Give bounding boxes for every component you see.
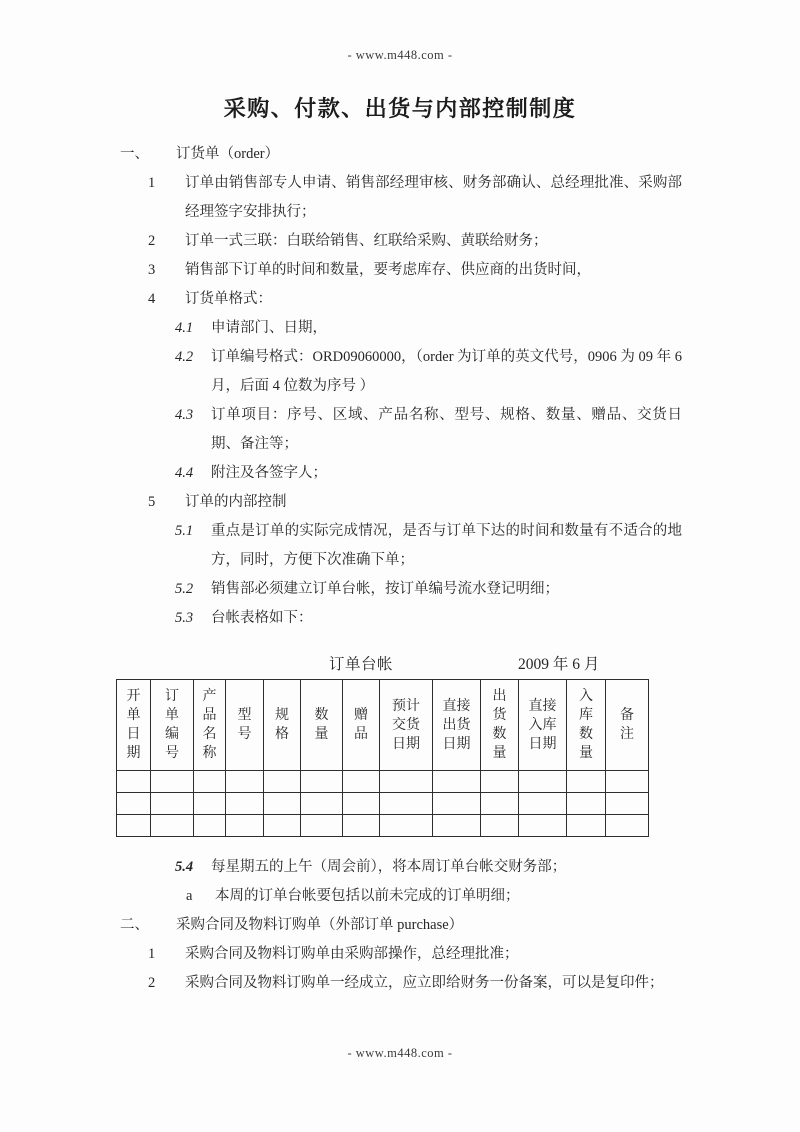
table-header-cell: 订单编号 (151, 680, 194, 771)
table-cell (343, 793, 380, 815)
list-item (120, 940, 682, 969)
list-item-text: 订单由销售部专人申请、销售部经理审核、财务部确认、总经理批准、采购部经理签字安排执行； (185, 175, 682, 220)
table-cell (194, 771, 226, 793)
list-item-number: 1 (148, 946, 156, 962)
table-cell (226, 815, 264, 837)
list-item-number: 2 (148, 975, 156, 991)
table-cell (194, 793, 226, 815)
table-header-cell: 型号 (226, 680, 264, 771)
table-cell (117, 793, 151, 815)
list-item-text: 订单一式三联：白联给销售、红联给采购、黄联给财务； (185, 233, 548, 249)
table-cell (380, 815, 433, 837)
list-subitem-number: 4.4 (175, 465, 194, 481)
list-item-number: 2 (148, 233, 156, 249)
table-row (117, 815, 649, 837)
table-header-row (117, 680, 649, 771)
header-url: - www.m448.com - (347, 48, 453, 62)
table-cell (117, 771, 151, 793)
table-cell (117, 815, 151, 837)
table-cell (481, 771, 519, 793)
list-item (120, 969, 682, 998)
list-item-number: 3 (148, 262, 156, 278)
list-subitem (120, 314, 682, 343)
table-cell (433, 815, 481, 837)
list-subitem-text: 订单编号格式：ORD09060000，（order 为订单的英文代号，0906 为 09 年 6 月，后面 4 位数为序号 ） (211, 349, 682, 394)
list-subsubitem-text: 本周的订单台帐要包括以前未完成的订单明细； (215, 888, 520, 904)
table-cell (151, 771, 194, 793)
table-header-cell: 预计交货日期 (380, 680, 433, 771)
table-cell (301, 815, 343, 837)
list-subitem (120, 401, 682, 459)
list-subitem (120, 343, 682, 401)
table-header-cell: 数量 (301, 680, 343, 771)
list-subitem-text: 订单项目：序号、区域、产品名称、型号、规格、数量、赠品、交货日期、备注等； (211, 407, 682, 452)
list-subitem (120, 517, 682, 575)
table-cell (433, 771, 481, 793)
list-item-number: 1 (148, 175, 156, 191)
list-item-text: 采购合同及物料订购单由采购部操作，总经理批准； (185, 946, 519, 962)
list-item (120, 488, 682, 517)
table-caption (116, 650, 682, 679)
list-subitem-number: 4.2 (175, 349, 194, 365)
table-header-cell: 出货数量 (481, 680, 519, 771)
table-cell (567, 815, 606, 837)
table-cell (380, 793, 433, 815)
list-item-text: 采购合同及物料订购单一经成立，应立即给财务一份备案，可以是复印件； (185, 975, 664, 991)
list-item-text: 销售部下订单的时间和数量，要考虑库存、供应商的出货时间， (185, 262, 591, 278)
table-cell (606, 771, 649, 793)
table-header-cell: 开单日期 (117, 680, 151, 771)
table-cell (226, 771, 264, 793)
order-ledger-block (116, 650, 682, 837)
table-cell (519, 771, 567, 793)
table-cell (264, 771, 301, 793)
list-subitem-text: 每星期五的上午（周会前），将本周订单台帐交财务部； (211, 859, 567, 875)
table-cell (519, 793, 567, 815)
table-header-cell: 产品名称 (194, 680, 226, 771)
table-cell (264, 815, 301, 837)
table-cell (226, 793, 264, 815)
list-subitem (120, 575, 682, 604)
document-body (120, 140, 682, 998)
list-subitem-text: 台帐表格如下： (211, 610, 313, 626)
table-row (117, 793, 649, 815)
table-cell (151, 793, 194, 815)
list-subitem (120, 459, 682, 488)
table-cell (567, 793, 606, 815)
section-1-marker: 一、 (120, 146, 149, 162)
list-item-number: 5 (148, 494, 156, 510)
list-subitem-number: 5.1 (175, 523, 194, 539)
table-cell (264, 793, 301, 815)
table-cell (343, 815, 380, 837)
list-item-number: 4 (148, 291, 156, 307)
list-item (120, 285, 682, 314)
table-row (117, 771, 649, 793)
table-cell (194, 815, 226, 837)
document-title: 采购、付款、出货与内部控制制度 (223, 96, 577, 121)
list-subitem-number: 5.2 (175, 581, 194, 597)
footer-url: - www.m448.com - (347, 1046, 453, 1060)
table-cell (567, 771, 606, 793)
table-cell (606, 815, 649, 837)
table-cell (151, 815, 194, 837)
list-subsubitem (120, 882, 682, 911)
list-subitem-number: 4.1 (175, 320, 194, 336)
table-header-cell: 直接入库日期 (519, 680, 567, 771)
table-cell (481, 793, 519, 815)
list-subitem-number: 5.3 (175, 610, 194, 626)
table-header-cell: 规格 (264, 680, 301, 771)
table-header-cell: 直接出货日期 (433, 680, 481, 771)
order-ledger-table (116, 679, 649, 837)
table-header-cell: 赠品 (343, 680, 380, 771)
table-cell (519, 815, 567, 837)
table-cell (433, 793, 481, 815)
list-subitem-text: 申请部门、日期， (211, 320, 327, 336)
table-cell (301, 793, 343, 815)
table-cell (380, 771, 433, 793)
list-subitem (120, 853, 682, 882)
list-subitem-number: 4.3 (175, 407, 194, 423)
list-subsubitem-marker: a (186, 888, 193, 904)
section-1-heading (120, 140, 682, 169)
list-item (120, 256, 682, 285)
table-title: 订单台帐 (329, 656, 394, 673)
list-item-text: 订货单格式： (185, 291, 272, 307)
list-subitem-text: 重点是订单的实际完成情况，是否与订单下达的时间和数量有不适合的地方，同时，方便下次准确下单； (211, 523, 682, 568)
table-cell (343, 771, 380, 793)
table-cell (481, 815, 519, 837)
list-subitem-text: 附注及各签字人； (211, 465, 327, 481)
list-subitem (120, 604, 682, 633)
list-subitem-text: 销售部必须建立订单台帐，按订单编号流水登记明细； (211, 581, 559, 597)
table-header-cell: 入库数量 (567, 680, 606, 771)
section-2-title: 采购合同及物料订购单（外部订单 purchase） (176, 917, 464, 933)
section-2-marker: 二、 (120, 917, 149, 933)
list-item-text: 订单的内部控制 (185, 494, 287, 510)
section-2-heading (120, 911, 682, 940)
list-item (120, 169, 682, 227)
section-1-title: 订货单（order） (176, 146, 280, 162)
table-cell (606, 793, 649, 815)
list-item (120, 227, 682, 256)
table-cell (301, 771, 343, 793)
table-period: 2009 年 6 月 (518, 656, 600, 673)
list-subitem-number: 5.4 (175, 859, 194, 875)
table-header-cell: 备注 (606, 680, 649, 771)
